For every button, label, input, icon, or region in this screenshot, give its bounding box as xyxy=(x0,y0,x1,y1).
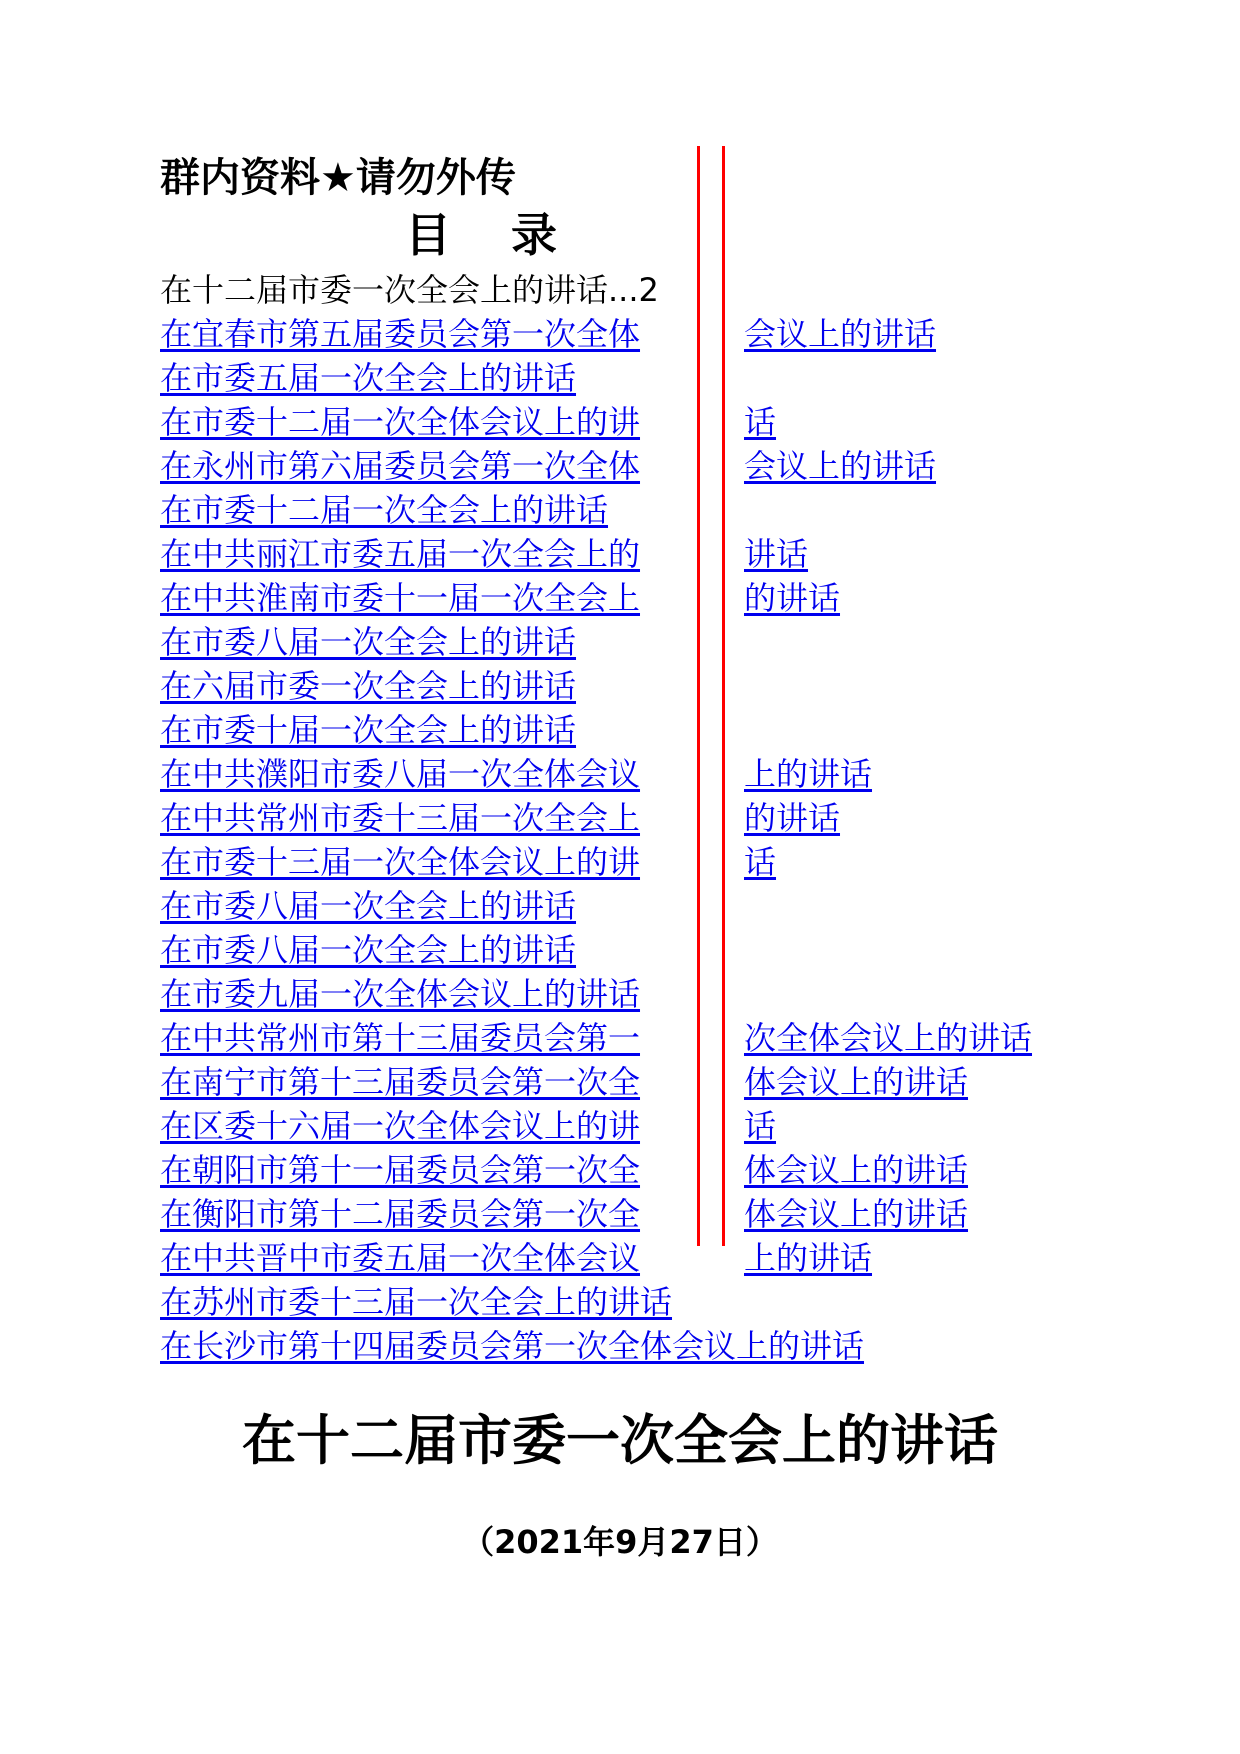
toc-link-continuation[interactable]: 次全体会议上的讲话 xyxy=(744,1019,1033,1057)
toc-entry xyxy=(160,1192,1080,1236)
toc-entry xyxy=(160,752,1080,796)
toc-entry xyxy=(160,620,1080,664)
toc-link[interactable]: 在朝阳市第十一届委员会第一次全 xyxy=(160,1151,641,1189)
confidential-notice: 群内资料★请勿外传 xyxy=(160,155,516,201)
toc-link[interactable]: 在市委八届一次全会上的讲话 xyxy=(160,931,577,969)
toc-entry xyxy=(160,488,1080,532)
toc-link-continuation[interactable]: 上的讲话 xyxy=(744,755,873,793)
toc-link-continuation[interactable]: 体会议上的讲话 xyxy=(744,1063,969,1101)
toc-entry xyxy=(160,444,1080,488)
toc-link[interactable]: 在长沙市第十四届委员会第一次全体会议上的讲话 xyxy=(160,1327,865,1365)
document-title: 在十二届市委一次全会上的讲话 xyxy=(242,1409,998,1472)
toc-link[interactable]: 在南宁市第十三届委员会第一次全 xyxy=(160,1063,641,1101)
toc-link[interactable]: 在市委十二届一次全会上的讲话 xyxy=(160,491,609,529)
toc-link[interactable]: 在永州市第六届委员会第一次全体 xyxy=(160,447,641,485)
toc-link[interactable]: 在市委八届一次全会上的讲话 xyxy=(160,623,577,661)
toc-entry xyxy=(160,928,1080,972)
toc-heading: 目 录 xyxy=(405,208,580,262)
toc-link[interactable]: 在区委十六届一次全体会议上的讲 xyxy=(160,1107,641,1145)
toc-link[interactable]: 在市委十届一次全会上的讲话 xyxy=(160,711,577,749)
toc-link[interactable]: 在中共丽江市委五届一次全会上的 xyxy=(160,535,641,573)
toc-link[interactable]: 在六届市委一次全会上的讲话 xyxy=(160,667,577,705)
toc-link[interactable]: 在中共淮南市委十一届一次全会上 xyxy=(160,579,641,617)
toc-entry xyxy=(160,532,1080,576)
toc-entry xyxy=(160,1324,1080,1368)
toc-link-continuation[interactable]: 会议上的讲话 xyxy=(744,447,937,485)
toc-entry xyxy=(160,664,1080,708)
toc-link[interactable]: 在苏州市委十三届一次全会上的讲话 xyxy=(160,1283,673,1321)
toc-link-continuation[interactable]: 的讲话 xyxy=(744,579,841,617)
toc-link-continuation[interactable]: 的讲话 xyxy=(744,799,841,837)
toc-entry xyxy=(160,708,1080,752)
toc-entry xyxy=(160,972,1080,1016)
toc-entry xyxy=(160,356,1080,400)
toc-link[interactable]: 在市委九届一次全体会议上的讲话 xyxy=(160,975,641,1013)
toc-link-continuation[interactable]: 话 xyxy=(744,1107,777,1145)
document-date: （2021年9月27日） xyxy=(462,1523,778,1561)
toc-link[interactable]: 在中共常州市第十三届委员会第一 xyxy=(160,1019,641,1057)
toc-entry xyxy=(160,840,1080,884)
toc-entry xyxy=(160,1104,1080,1148)
toc-entry-text: 在十二届市委一次全会上的讲话...2 xyxy=(160,271,659,309)
toc-entry xyxy=(160,400,1080,444)
toc-entry xyxy=(160,884,1080,928)
toc-entry xyxy=(160,1016,1080,1060)
toc-entry xyxy=(160,796,1080,840)
toc-link[interactable]: 在中共晋中市委五届一次全体会议 xyxy=(160,1239,641,1277)
toc-link[interactable]: 在宜春市第五届委员会第一次全体 xyxy=(160,315,641,353)
toc-link-continuation[interactable]: 讲话 xyxy=(744,535,809,573)
table-of-contents xyxy=(160,268,1080,1368)
toc-link-continuation[interactable]: 话 xyxy=(744,403,777,441)
toc-link-continuation[interactable]: 会议上的讲话 xyxy=(744,315,937,353)
toc-link[interactable]: 在市委十二届一次全体会议上的讲 xyxy=(160,403,641,441)
toc-entry-first xyxy=(160,268,1080,312)
toc-entry xyxy=(160,1148,1080,1192)
toc-link[interactable]: 在中共常州市委十三届一次全会上 xyxy=(160,799,641,837)
toc-entry xyxy=(160,312,1080,356)
toc-link-continuation[interactable]: 话 xyxy=(744,843,777,881)
toc-link-continuation[interactable]: 上的讲话 xyxy=(744,1239,873,1277)
toc-link-continuation[interactable]: 体会议上的讲话 xyxy=(744,1151,969,1189)
toc-link[interactable]: 在中共濮阳市委八届一次全体会议 xyxy=(160,755,641,793)
toc-link[interactable]: 在市委五届一次全会上的讲话 xyxy=(160,359,577,397)
toc-entry xyxy=(160,1236,1080,1280)
toc-link[interactable]: 在衡阳市第十二届委员会第一次全 xyxy=(160,1195,641,1233)
toc-entry xyxy=(160,1280,1080,1324)
toc-entry xyxy=(160,576,1080,620)
toc-entry xyxy=(160,1060,1080,1104)
toc-link[interactable]: 在市委十三届一次全体会议上的讲 xyxy=(160,843,641,881)
toc-link[interactable]: 在市委八届一次全会上的讲话 xyxy=(160,887,577,925)
toc-link-continuation[interactable]: 体会议上的讲话 xyxy=(744,1195,969,1233)
